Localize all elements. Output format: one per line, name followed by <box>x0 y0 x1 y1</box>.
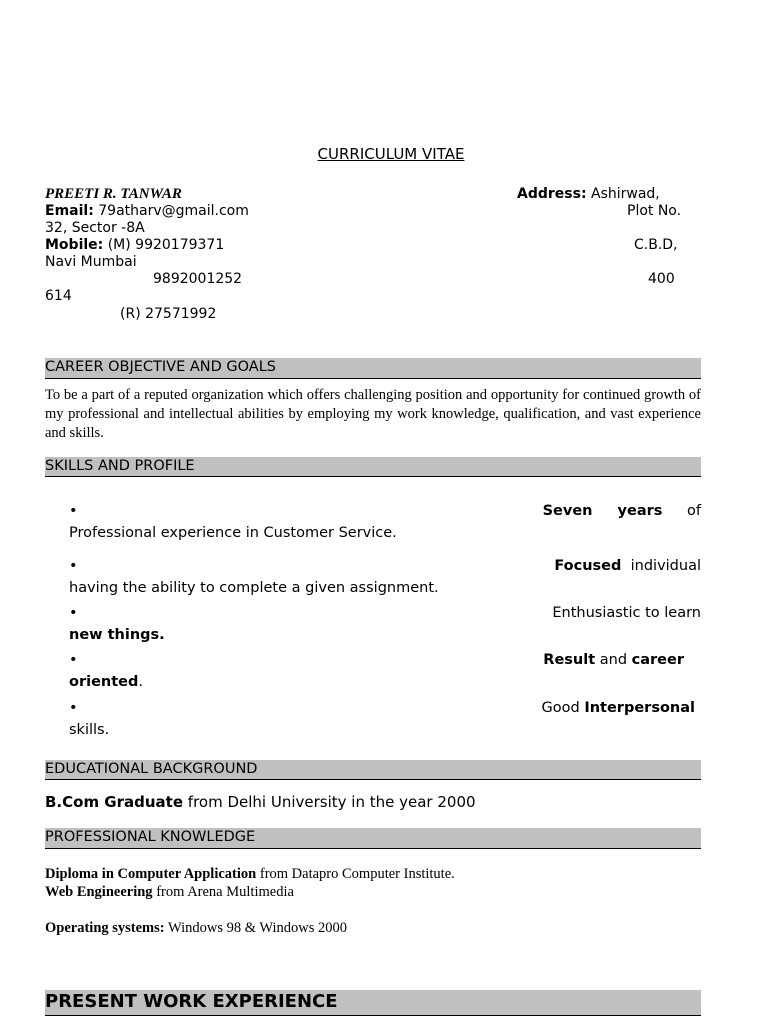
skill-item <box>69 649 701 693</box>
knowledge-course: Diploma in Computer Application <box>45 866 257 882</box>
skill-continuation: Professional experience in Customer Service. <box>69 525 397 541</box>
section-knowledge-title: PROFESSIONAL KNOWLEDGE <box>45 829 256 845</box>
education-detail: from Delhi University in the year 2000 <box>187 793 476 811</box>
skill-text: Enthusiastic to learn <box>552 605 701 621</box>
address-line-1 <box>517 186 660 203</box>
skill-highlight: Focused <box>554 558 622 574</box>
skill-highlight: Seven years <box>542 503 663 519</box>
skill-text: and <box>599 652 628 668</box>
os-value: Windows 98 & Windows 2000 <box>168 920 348 936</box>
education-entry <box>45 793 476 812</box>
knowledge-line-1 <box>45 865 455 883</box>
email-label: Email: <box>45 203 94 219</box>
section-work-experience <box>45 990 701 1016</box>
skill-text: individual <box>630 558 701 574</box>
knowledge-institute: from Datapro Computer Institute. <box>259 866 455 882</box>
skill-highlight: Interpersonal <box>584 700 695 716</box>
address-value-2: Plot No. <box>627 203 682 219</box>
address-city: Navi Mumbai <box>45 254 137 270</box>
skill-continuation-tail: . <box>138 674 143 690</box>
mobile-value-1: (M) 9920179371 <box>107 237 225 253</box>
section-education-title: EDUCATIONAL BACKGROUND <box>45 761 258 777</box>
education-degree: B.Com Graduate <box>45 793 184 811</box>
address-value-1: Ashirwad, <box>591 186 660 202</box>
section-skills-title: SKILLS AND PROFILE <box>45 458 195 474</box>
candidate-name: PREETI R. TANWAR <box>45 186 182 202</box>
bullet-dot: • <box>69 700 78 716</box>
address-label: Address: <box>517 186 587 202</box>
skill-continuation: new things. <box>69 627 165 643</box>
bullet-dot: • <box>69 503 78 519</box>
address-value-3: C.B.D, <box>634 237 678 253</box>
address-value-4: 400 <box>648 271 675 287</box>
knowledge-institute: from Arena Multimedia <box>156 884 294 900</box>
section-skills <box>45 457 701 477</box>
skill-highlight: career <box>631 652 684 668</box>
skill-item <box>69 602 701 646</box>
document-title: CURRICULUM VITAE <box>317 145 465 163</box>
mobile-label: Mobile: <box>45 237 104 253</box>
email-value: 79atharv@gmail.com <box>98 203 249 219</box>
knowledge-course: Web Engineering <box>45 884 153 900</box>
skill-text: Good <box>541 700 580 716</box>
address-pin-tail: 614 <box>45 288 72 304</box>
section-career-objective <box>45 358 701 379</box>
residence-phone: (R) 27571992 <box>120 306 217 322</box>
os-label: Operating systems: <box>45 920 165 936</box>
mobile-value-2: 9892001252 <box>153 271 243 287</box>
address-sector: 32, Sector -8A <box>45 220 145 236</box>
skill-text: of <box>687 503 701 519</box>
email-line <box>45 203 249 220</box>
skill-highlight: Result <box>543 652 596 668</box>
bullet-dot: • <box>69 652 78 668</box>
skill-item <box>69 555 701 599</box>
bullet-dot: • <box>69 605 78 621</box>
operating-systems-line <box>45 919 347 937</box>
bullet-dot: • <box>69 558 78 574</box>
mobile-line <box>45 237 224 254</box>
knowledge-line-2 <box>45 883 294 901</box>
section-career-title: CAREER OBJECTIVE AND GOALS <box>45 359 277 375</box>
section-professional-knowledge <box>45 828 701 849</box>
skill-item <box>69 500 701 544</box>
skill-continuation: having the ability to complete a given assignment. <box>69 580 439 596</box>
section-experience-title: PRESENT WORK EXPERIENCE <box>45 991 338 1012</box>
skill-continuation: skills. <box>69 722 110 738</box>
section-education <box>45 760 701 780</box>
skill-item <box>69 697 701 741</box>
skill-continuation: oriented <box>69 674 139 690</box>
career-objective-text: To be a part of a reputed organization which offers challenging position and opportunity for continued growth of my professional and intellectual abilities by employing my work knowledge, qualification, and vast experience and skills. <box>45 387 701 441</box>
